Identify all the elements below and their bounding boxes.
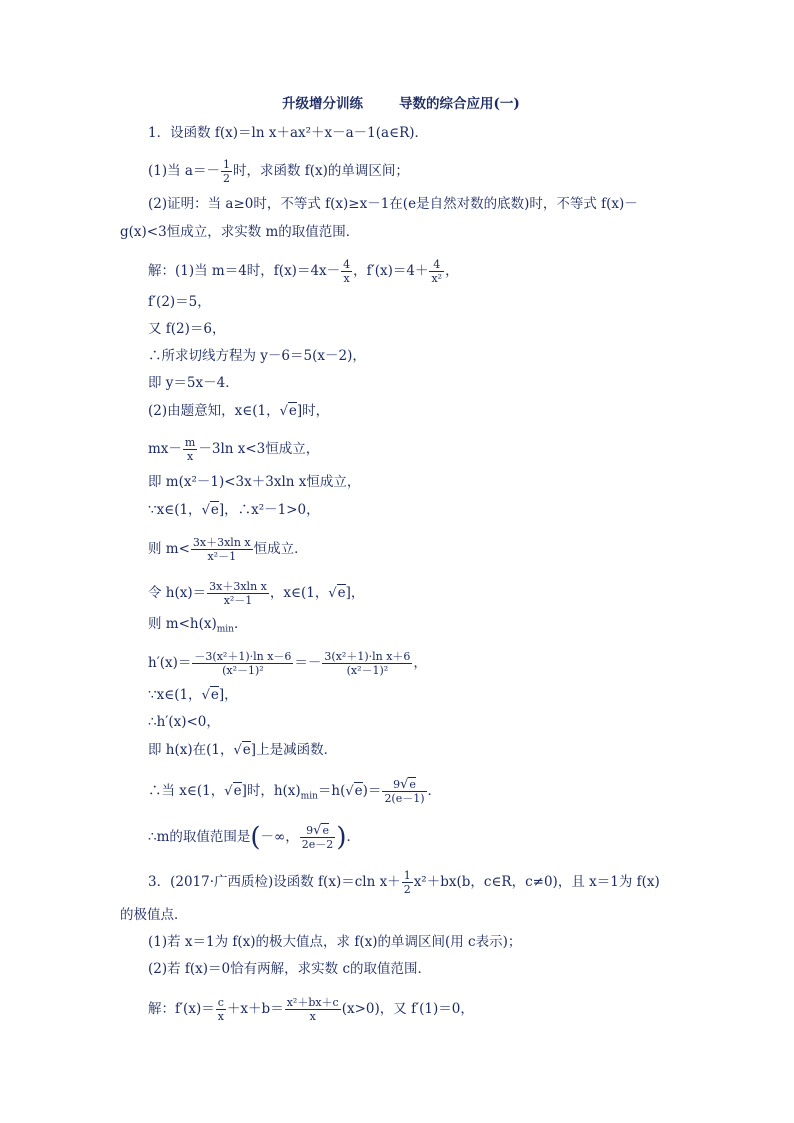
problem-1-part-1: (1)当 a＝－ $\frac{1}{2}$ 时，求函数 f(x)的单调区间； [148,158,409,185]
fraction: $\frac{4}{\text{x²}}$ [431,258,443,285]
solution-line-15: ∴h′(x)<0， [148,714,220,730]
solution-line-16: 即 h(x)在(1，√e]上是减函数． [148,742,338,758]
solution-line-3: 又 f(2)＝6， [148,321,226,337]
problem-1-part-2-line-2: g(x)<3恒成立，求实数 m的取值范围． [120,224,360,240]
fraction: $\frac{m}{x}$ [184,436,196,463]
problem-3-stem-line-1: 3．(2017·广西质检)设函数 f(x)＝cln x＋ $\frac{1}{2}$ x²＋bx(b，c∈R，c≠0)，且 x＝1为 f(x) [148,869,660,896]
fraction: $\frac{c}{x}$ [217,996,224,1023]
solution-line-4: ∴所求切线方程为 y－6＝5(x－2)， [148,348,366,364]
fraction: $\frac{1}{2}$ [222,158,230,185]
problem-1-part-2-line-1: (2)证明：当 a≥0时，不等式 f(x)≥x－1在(e是自然对数的底数)时，不等式 f(x)－ [148,196,638,212]
solution-line-6: (2)由题意知，x∈(1，√e]时， [148,403,330,419]
fraction: $\frac{\text{x²＋bx＋c}}{x}$ [286,996,339,1023]
fraction: $\frac{1}{2}$ [403,869,411,896]
solution-line-11: 令 h(x)＝ $\frac{\text{3x＋3xln x}}{\text{x²－1}}$ ，x∈(1，√e]， [148,580,365,607]
solution-line-10: 则 m< $\frac{\text{3x＋3xln x}}{\text{x²－1}}$ 恒成立． [148,536,308,563]
title-topic: 导数的综合应用(一) [399,96,520,112]
fraction: $\frac{\text{－3(x²＋1)·ln x－6}}{\text{(x²－1)²}}$ [194,650,292,677]
solution-line-18: ∴m的取值范围是(－∞， $\frac{9√e}{2e-2}$ )． [148,822,360,853]
solution-line-8: 即 m(x²－1)<3x＋3xln x恒成立， [148,474,361,490]
solution-line-9: ∵x∈(1，√e]，∴x²－1>0， [148,502,320,518]
solution-line-7: mx－ $\frac{m}{x}$ －3ln x<3恒成立， [148,436,320,463]
solution-line-1: 解：(1)当 m＝4时，f(x)＝4x－ $\frac{4}{x}$ ，f′(x)＝4＋ $\frac{4}{\text{x²}}$ ， [148,258,459,285]
problem-3-part-2: (2)若 f(x)＝0恰有两解，求实数 c的取值范围． [148,961,431,977]
solution-line-12: 则 $m<h(x)_{min}$． [148,616,248,635]
fraction: $\frac{9√e}{2e-2}$ [301,823,334,851]
solution-line-14: ∵x∈(1，√e]， [148,687,238,703]
solution-line-5: 即 y＝5x－4． [148,375,239,391]
solution-line-17: ∴当 x∈(1，√e]时，$h(x)_{min}=h(√e)=$ $\frac{9√e}{2(e-1)}$ ． [148,777,442,805]
page-title [282,95,520,113]
fraction: $\frac{\text{3x＋3xln x}}{\text{x²－1}}$ [209,580,267,607]
solution-line-2: f′(2)＝5， [148,294,211,310]
problem-3-solution-line-1: 解：f′(x)＝ $\frac{c}{x}$ ＋x＋b＝ $\frac{\text{x²＋bx＋c}}{x}$ (x>0)，又 f′(1)＝0， [148,996,474,1023]
fraction: $\frac{\text{3x＋3xln x}}{\text{x²－1}}$ [192,536,251,563]
problem-3-stem-line-2: 的极值点． [120,907,188,923]
problem-3-part-1: (1)若 x＝1为 f(x)的极大值点，求 f(x)的单调区间(用 c表示)； [148,934,522,950]
fraction: $\frac{9√e}{2(e-1)}$ [384,777,425,805]
fraction: $\frac{4}{x}$ [343,258,351,285]
title-series: 升级增分训练 [282,96,363,112]
fraction: $\frac{\text{3(x²＋1)·ln x＋6}}{\text{(x²－1)²}}$ [324,650,411,677]
solution-line-13: h′(x)＝ $\frac{\text{－3(x²＋1)·ln x－6}}{\text{(x²－1)²}}$ ＝－ $\frac{\text{3(x²＋1)·ln x＋6}}{\text{(x²－1)²}}$ ， [148,650,427,677]
problem-1-stem: 1．设函数 f(x)＝ln x＋ax²＋x－a－1(a∈R)． [148,125,429,141]
